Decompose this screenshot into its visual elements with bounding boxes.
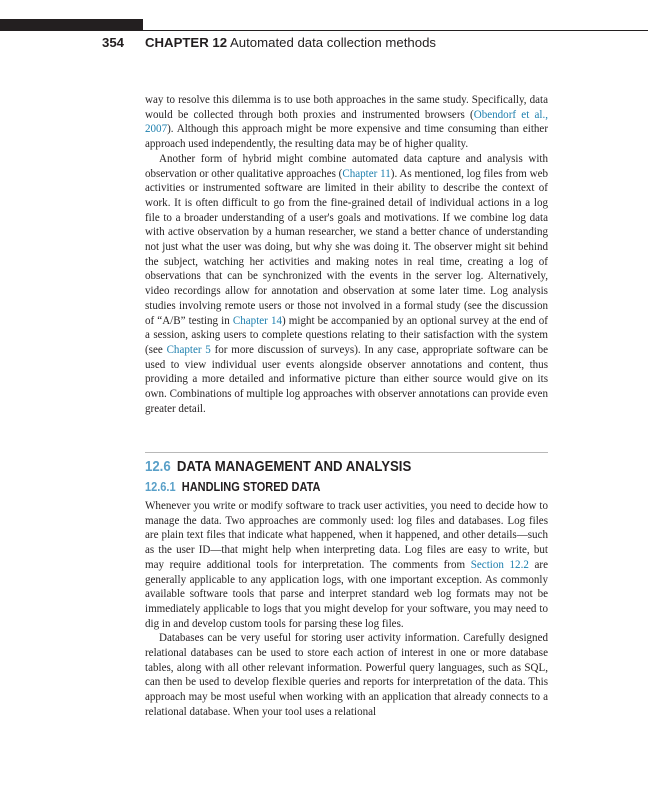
- section-divider: [145, 452, 548, 453]
- text-span: way to resolve this dilemma is to use both approaches in the same study. Specifically, data would be collected through both proxies and instrumented browsers (: [145, 94, 548, 121]
- section-number: 12.6: [145, 458, 171, 475]
- paragraph-1: [145, 93, 548, 152]
- running-head: [102, 35, 436, 51]
- link-section-12-2[interactable]: Section 12.2: [470, 558, 529, 571]
- body-text-bottom: [145, 499, 548, 720]
- chapter-title: Automated data collection methods: [230, 35, 437, 50]
- citation-link-obendorf[interactable]: Obendorf et al., 2007: [145, 108, 549, 136]
- header-rule: [143, 30, 648, 31]
- link-chapter-11[interactable]: Chapter 11: [342, 167, 391, 180]
- paragraph-2: [145, 152, 548, 417]
- section-heading: [145, 458, 411, 475]
- subsection-title: HANDLING STORED DATA: [181, 480, 321, 494]
- subsection-heading: [145, 480, 320, 494]
- text-span: for more discussion of surveys). In any case, appropriate software can be used to view individual user events alongside observer annotations and content, thus providing a more detailed and informative picture than either source would give on its own. Combinations of multiple log approaches with observer annotations can provide even greater detail.: [145, 343, 549, 415]
- text-span: Whenever you write or modify software to track user activities, you need to decide how to manage the data. Two approaches are commonly used: log files and databases. Log files are plain text files that indicate what happened, when it happened, and other details—such as the user ID—that might help when interpreting data. Log files are easy to write, but may require additional tools for interpretation. The comments from: [145, 500, 548, 571]
- page-number: 354: [102, 35, 125, 50]
- section-title: DATA MANAGEMENT AND ANALYSIS: [176, 458, 412, 475]
- text-span: ). Although this approach might be more expensive and time consuming than either approach used independently, the resulting data may be of higher quality.: [145, 123, 548, 151]
- text-span: are generally applicable to any application logs, with one important exception. As commonly available software tools that parse and interpret standard web log formats may not be immediately applicable to logs that you might develop for your software, you may need to dig in and develop custom tools for parsing these log files.: [145, 558, 549, 630]
- chapter-label: CHAPTER 12: [145, 35, 228, 50]
- paragraph-4: [145, 631, 548, 719]
- body-text-top: [145, 93, 548, 416]
- link-chapter-5[interactable]: Chapter 5: [166, 343, 211, 356]
- text-span: Another form of hybrid might combine automated data capture and analysis with observation or other qualitative approaches (: [145, 152, 548, 180]
- link-chapter-14[interactable]: Chapter 14: [232, 314, 282, 327]
- text-span: ) might be accompanied by an optional survey at the end of a session, asking users to complete questions relating to their satisfaction with the system (see: [145, 314, 548, 356]
- paragraph-3: [145, 499, 548, 631]
- text-span: ). As mentioned, log files from web activities or instrumented software are limited in their ability to describe the context of work. It is often difficult to go from the fine-grained detail of individual actions in a log file to a broader understanding of a user's goals and motivations. If we combine log data with active observation by a human researcher, we stand a better chance of understanding not just what the user was doing, but why she was doing it. The observer might sit behind the subject, watching her activities and making notes in real time, creating a log of observations that can be synchronized with the events in the server log. Alternatively, video recordings allow for annotation and observation at some later time. Log analysis studies involving remote users or those not involved in a formal study (see the discussion of “A/B” testing in: [145, 167, 548, 327]
- header-black-bar: [0, 19, 143, 31]
- subsection-number: 12.6.1: [145, 480, 176, 494]
- text-span: Databases can be very useful for storing user activity information. Carefully designed relational databases can be used to store each action of interest in one or more database tables, along with all other relevant information. Powerful query languages, such as SQL, can then be used to develop flexible queries and reports for interpretation of the data. This approach may be most useful when working with an application that already connects to a relational database. When your tool uses a relational: [145, 632, 548, 718]
